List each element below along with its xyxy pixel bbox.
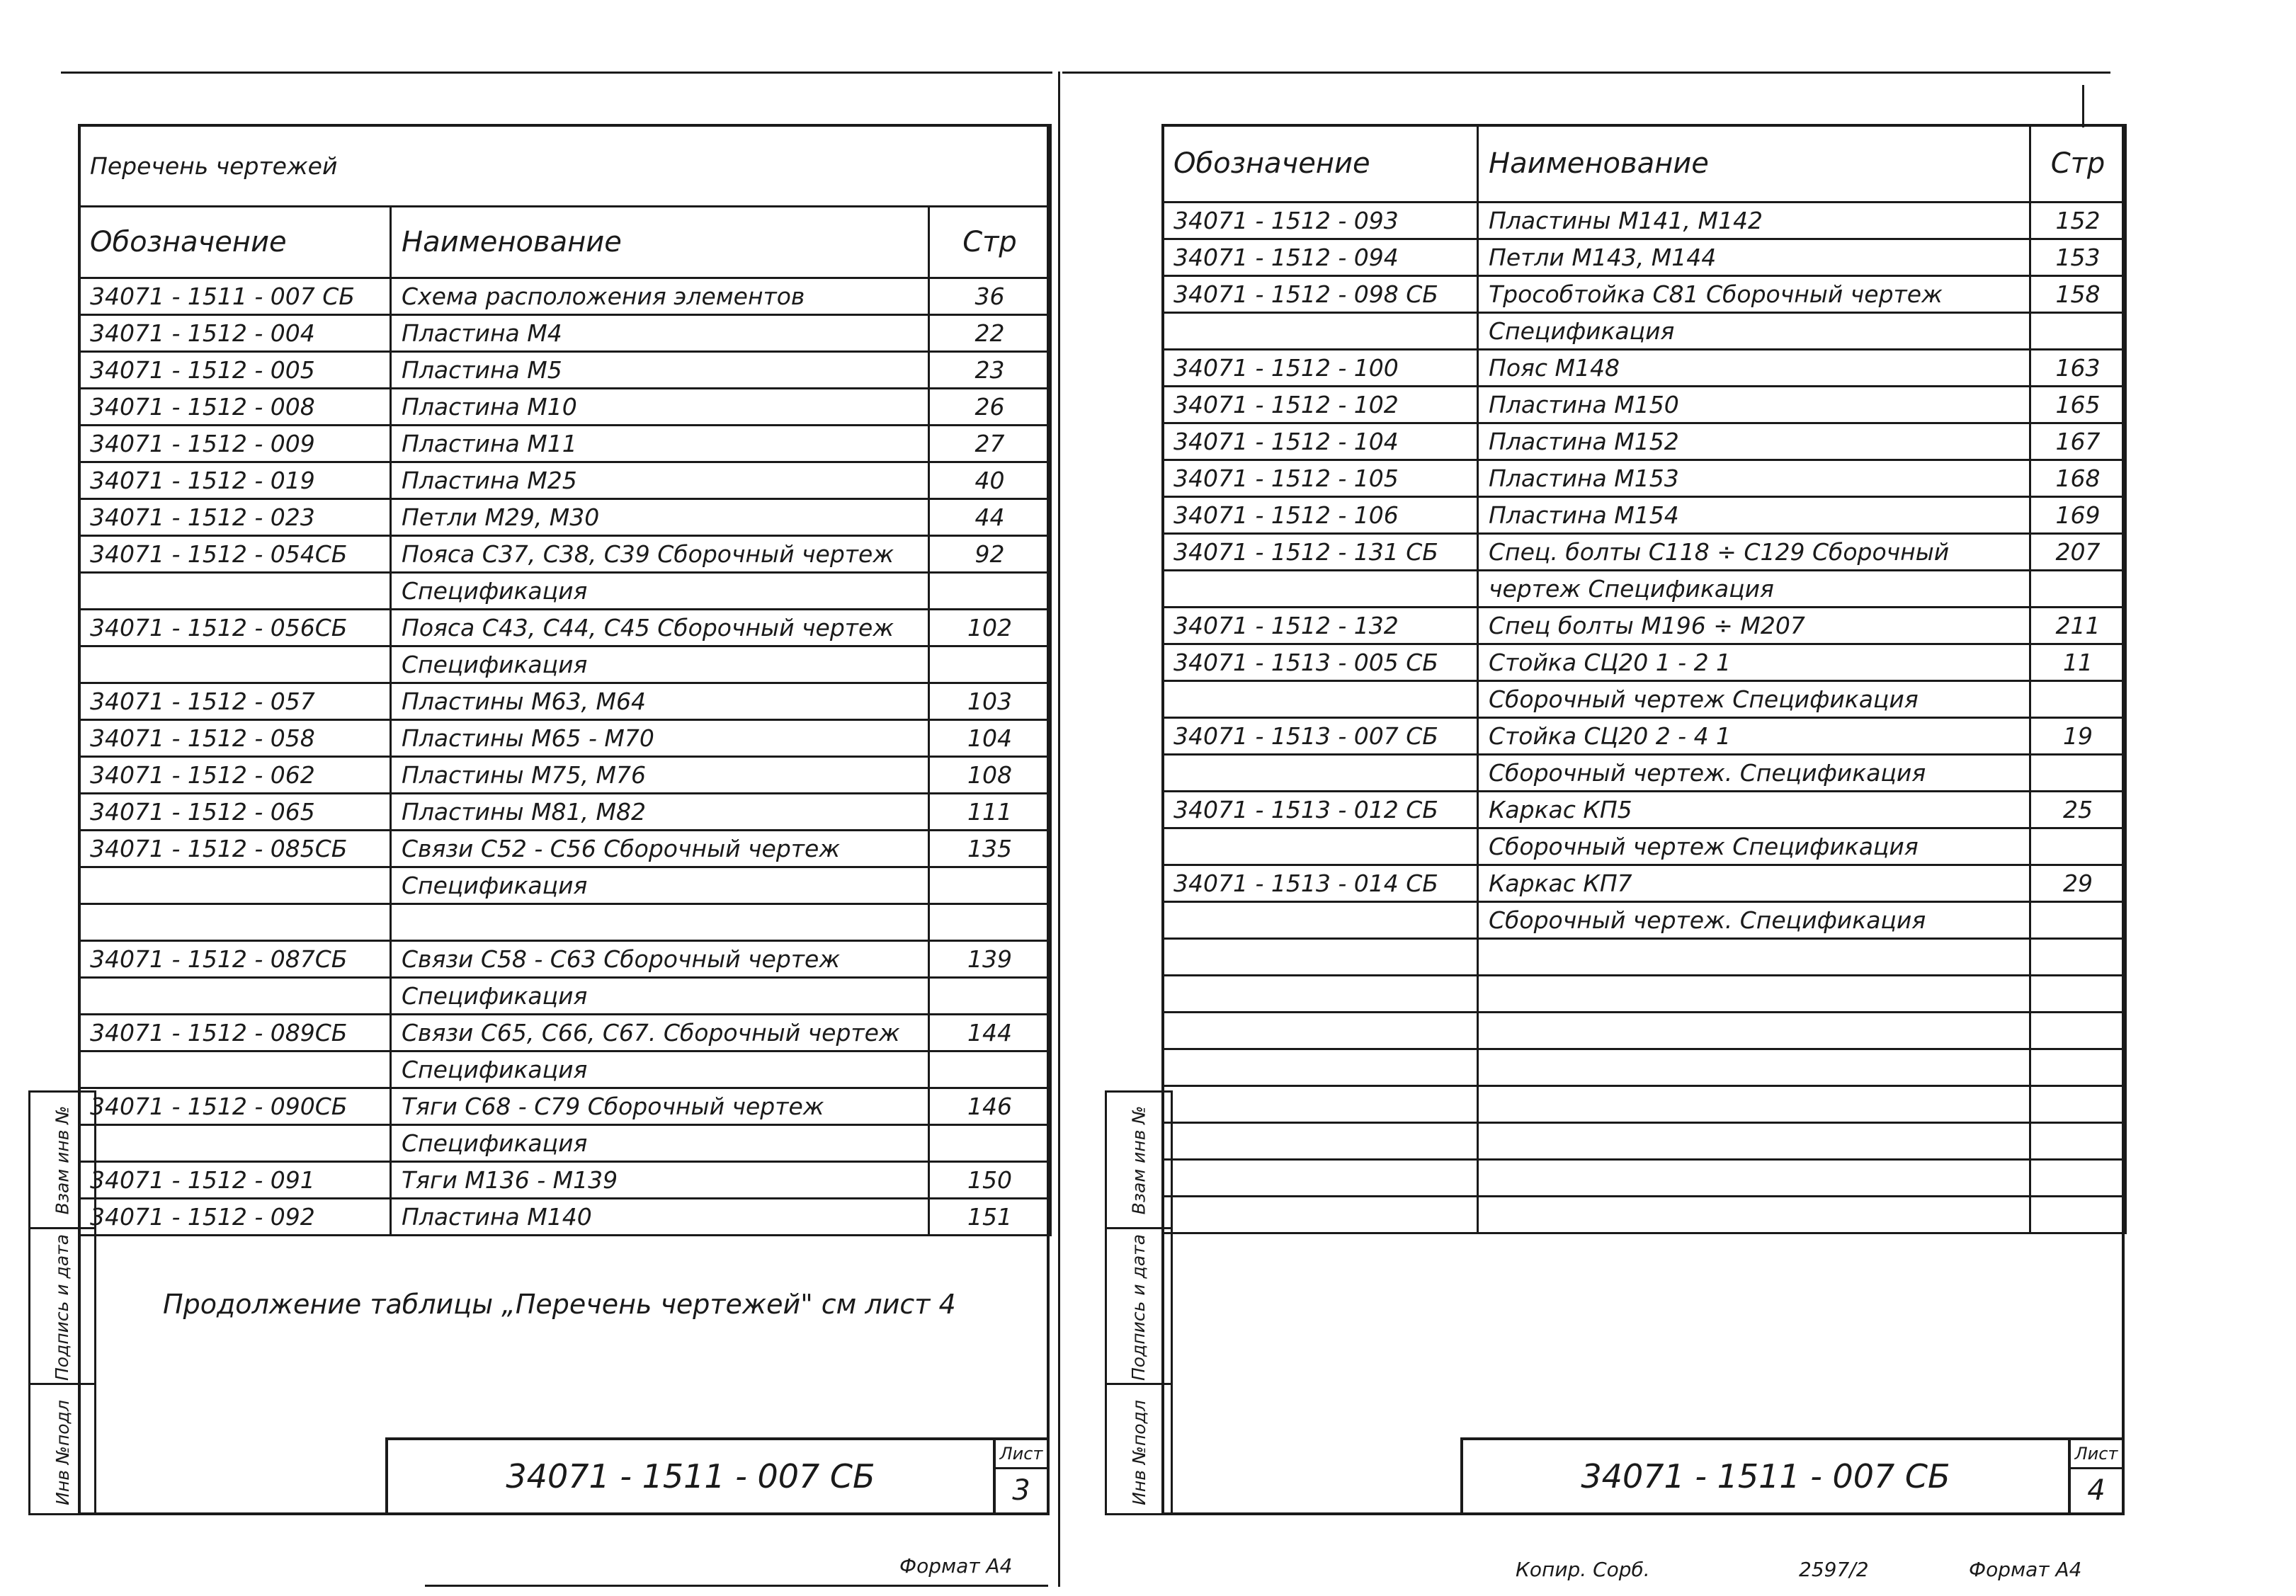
right-cell-name: Пластина М153 xyxy=(1478,460,2030,497)
right-table-row xyxy=(1163,644,2126,681)
right-table-row xyxy=(1163,792,2126,828)
right-side-podpis-data: Подпись и дата xyxy=(1107,1227,1171,1385)
left-cell-page xyxy=(929,904,1051,941)
left-cell-name: Спецификация xyxy=(391,1125,929,1162)
left-cell-designation: 34071 - 1512 - 009 xyxy=(79,426,391,462)
left-cell-designation: 34071 - 1512 - 091 xyxy=(79,1162,391,1199)
right-cell-page xyxy=(2030,681,2126,718)
right-cell-name: Пояс М148 xyxy=(1478,350,2030,387)
right-cell-name: Петли М143, М144 xyxy=(1478,239,2030,276)
right-cell-name: Спец. болты С118 ÷ С129 Сборочный xyxy=(1478,534,2030,571)
left-cell-designation: 34071 - 1512 - 019 xyxy=(79,462,391,499)
right-table-row xyxy=(1163,460,2126,497)
sheet-divider xyxy=(1058,72,1060,1587)
right-drawings-table xyxy=(1161,124,2127,1234)
right-cell-name: Каркас КП5 xyxy=(1478,792,2030,828)
right-cell-designation: 34071 - 1513 - 014 СБ xyxy=(1163,865,1478,902)
left-cell-name: Пластина М4 xyxy=(391,315,929,352)
right-table-body xyxy=(1163,203,2126,1233)
right-cell-designation: 34071 - 1512 - 105 xyxy=(1163,460,1478,497)
right-cell-designation xyxy=(1163,902,1478,939)
right-cell-designation xyxy=(1163,939,1478,976)
right-cell-page: 11 xyxy=(2030,644,2126,681)
right-format-label: Формат А4 xyxy=(1969,1558,2082,1581)
left-sheet-number: 3 xyxy=(1012,1474,1030,1507)
left-side-podpis-data: Подпись и дата xyxy=(30,1227,94,1385)
left-table-row xyxy=(79,536,1051,573)
left-bottom-rule xyxy=(425,1585,1048,1587)
left-cell-page: 104 xyxy=(929,720,1051,757)
right-table-row xyxy=(1163,1049,2126,1086)
left-header-name: Наименование xyxy=(391,207,929,278)
right-cell-designation: 34071 - 1512 - 132 xyxy=(1163,608,1478,644)
right-cell-page xyxy=(2030,1086,2126,1123)
left-cell-designation: 34071 - 1512 - 054СБ xyxy=(79,536,391,573)
left-stamp-code: 34071 - 1511 - 007 СБ xyxy=(506,1457,875,1495)
left-cell-designation: 34071 - 1512 - 056СБ xyxy=(79,610,391,646)
right-cell-designation xyxy=(1163,976,1478,1013)
right-side-vzam-inv: Взам инв № xyxy=(1128,1105,1149,1214)
left-cell-page: 139 xyxy=(929,941,1051,978)
left-cell-page xyxy=(929,646,1051,683)
left-table-row xyxy=(79,1199,1051,1236)
right-cell-designation: 34071 - 1513 - 005 СБ xyxy=(1163,644,1478,681)
right-cell-designation xyxy=(1163,1160,1478,1197)
right-cell-name: Пластина М152 xyxy=(1478,423,2030,460)
left-cell-name: Пояса С43, С44, С45 Сборочный чертеж xyxy=(391,610,929,646)
left-cell-name: Спецификация xyxy=(391,573,929,610)
left-table-row xyxy=(79,941,1051,978)
left-cell-page: 26 xyxy=(929,389,1051,426)
left-table-body xyxy=(79,278,1051,1236)
left-cell-name: Петли М29, М30 xyxy=(391,499,929,536)
right-cell-designation: 34071 - 1512 - 093 xyxy=(1163,203,1478,239)
left-table-row xyxy=(79,1051,1051,1088)
right-cell-name xyxy=(1478,976,2030,1013)
left-cell-page xyxy=(929,978,1051,1015)
right-cell-page: 207 xyxy=(2030,534,2126,571)
right-cell-name: Пластина М154 xyxy=(1478,497,2030,534)
right-header-designation: Обозначение xyxy=(1163,125,1478,203)
right-table-row xyxy=(1163,1123,2126,1160)
left-cell-page: 44 xyxy=(929,499,1051,536)
right-table-row xyxy=(1163,902,2126,939)
right-cell-name: Спец болты М196 ÷ М207 xyxy=(1478,608,2030,644)
right-stamp-code: 34071 - 1511 - 007 СБ xyxy=(1581,1457,1950,1495)
right-cell-page xyxy=(2030,313,2126,350)
left-cell-designation: 34071 - 1512 - 092 xyxy=(79,1199,391,1236)
right-cell-designation: 34071 - 1512 - 100 xyxy=(1163,350,1478,387)
left-cell-page: 102 xyxy=(929,610,1051,646)
right-cell-name: Трособтойка С81 Сборочный чертеж xyxy=(1478,276,2030,313)
left-cell-name: Пластина М25 xyxy=(391,462,929,499)
left-cell-name: Пластина М5 xyxy=(391,352,929,389)
left-cell-name: Тяги С68 - С79 Сборочный чертеж xyxy=(391,1088,929,1125)
left-cell-name: Пояса С37, С38, С39 Сборочный чертеж xyxy=(391,536,929,573)
right-cell-designation: 34071 - 1512 - 131 СБ xyxy=(1163,534,1478,571)
left-cell-designation xyxy=(79,904,391,941)
left-cell-designation: 34071 - 1512 - 087СБ xyxy=(79,941,391,978)
left-cell-designation: 34071 - 1512 - 062 xyxy=(79,757,391,794)
left-cell-page: 135 xyxy=(929,831,1051,867)
right-cell-name: Сборочный чертеж Спецификация xyxy=(1478,828,2030,865)
right-table-row xyxy=(1163,350,2126,387)
left-table-row xyxy=(79,831,1051,867)
left-table-title: Перечень чертежей xyxy=(79,125,1051,207)
left-sheet-label: Лист xyxy=(996,1440,1047,1469)
right-table-row xyxy=(1163,718,2126,755)
right-cell-designation: 34071 - 1513 - 012 СБ xyxy=(1163,792,1478,828)
right-cell-page xyxy=(2030,755,2126,792)
left-table-row xyxy=(79,315,1051,352)
right-cell-page xyxy=(2030,939,2126,976)
left-cell-designation: 34071 - 1512 - 090СБ xyxy=(79,1088,391,1125)
right-table-row xyxy=(1163,1197,2126,1233)
left-side-vzam-inv: Взам инв № xyxy=(52,1105,73,1214)
left-cell-name: Спецификация xyxy=(391,978,929,1015)
left-table-row xyxy=(79,462,1051,499)
right-cell-name xyxy=(1478,1086,2030,1123)
right-cell-designation: 34071 - 1512 - 102 xyxy=(1163,387,1478,423)
right-cell-name xyxy=(1478,1013,2030,1049)
right-table-row xyxy=(1163,534,2126,571)
right-cell-page xyxy=(2030,1013,2126,1049)
left-table-row xyxy=(79,278,1051,315)
right-cell-name xyxy=(1478,1123,2030,1160)
left-cell-designation xyxy=(79,573,391,610)
right-cell-page: 153 xyxy=(2030,239,2126,276)
right-sheet-label: Лист xyxy=(2071,1440,2122,1469)
right-table-row xyxy=(1163,755,2126,792)
left-cell-name: Пластина М10 xyxy=(391,389,929,426)
left-cell-name: Пластины М65 - М70 xyxy=(391,720,929,757)
right-cell-name: Стойка СЦ20 1 - 2 1 xyxy=(1478,644,2030,681)
left-cell-name: Пластина М11 xyxy=(391,426,929,462)
left-cell-page: 111 xyxy=(929,794,1051,831)
left-cell-name: Тяги М136 - М139 xyxy=(391,1162,929,1199)
right-header-name: Наименование xyxy=(1478,125,2030,203)
left-cell-name: Схема расположения элементов xyxy=(391,278,929,315)
right-table-row xyxy=(1163,239,2126,276)
right-archive-number: 2597/2 xyxy=(1799,1558,1869,1581)
left-table-row xyxy=(79,720,1051,757)
right-cell-designation xyxy=(1163,1197,1478,1233)
right-cell-page: 168 xyxy=(2030,460,2126,497)
right-table-row xyxy=(1163,681,2126,718)
right-cell-designation xyxy=(1163,681,1478,718)
right-cell-name: Сборочный чертеж Спецификация xyxy=(1478,681,2030,718)
right-cell-page: 19 xyxy=(2030,718,2126,755)
left-cell-designation: 34071 - 1512 - 085СБ xyxy=(79,831,391,867)
right-cell-name: чертеж Спецификация xyxy=(1478,571,2030,608)
left-cell-designation: 34071 - 1512 - 023 xyxy=(79,499,391,536)
right-cell-name: Сборочный чертеж. Спецификация xyxy=(1478,902,2030,939)
left-cell-name: Пластины М75, М76 xyxy=(391,757,929,794)
left-cell-name: Пластины М63, М64 xyxy=(391,683,929,720)
left-cell-page: 36 xyxy=(929,278,1051,315)
right-table-row xyxy=(1163,865,2126,902)
left-cell-designation xyxy=(79,867,391,904)
right-cell-page xyxy=(2030,976,2126,1013)
right-cell-designation xyxy=(1163,571,1478,608)
right-cell-name: Стойка СЦ20 2 - 4 1 xyxy=(1478,718,2030,755)
left-table-row xyxy=(79,499,1051,536)
left-table-row xyxy=(79,389,1051,426)
left-cell-designation xyxy=(79,1051,391,1088)
left-table-row xyxy=(79,794,1051,831)
right-cell-name: Спецификация xyxy=(1478,313,2030,350)
left-table-row xyxy=(79,1125,1051,1162)
right-cell-name xyxy=(1478,1197,2030,1233)
left-cell-name xyxy=(391,904,929,941)
right-table-row xyxy=(1163,608,2126,644)
right-sheet-number-box xyxy=(2068,1440,2122,1512)
left-cell-designation: 34071 - 1512 - 004 xyxy=(79,315,391,352)
right-cell-designation xyxy=(1163,755,1478,792)
right-table-row xyxy=(1163,828,2126,865)
right-side-stamp xyxy=(1105,1090,1173,1515)
left-cell-page: 150 xyxy=(929,1162,1051,1199)
right-copied-label: Копир. Сорб. xyxy=(1516,1558,1650,1581)
right-cell-page: 25 xyxy=(2030,792,2126,828)
right-cell-name xyxy=(1478,1049,2030,1086)
right-cell-name: Пластины М141, М142 xyxy=(1478,203,2030,239)
left-cell-name: Спецификация xyxy=(391,867,929,904)
left-cell-page: 144 xyxy=(929,1015,1051,1051)
right-cell-page: 169 xyxy=(2030,497,2126,534)
right-cell-page xyxy=(2030,571,2126,608)
left-cell-page: 92 xyxy=(929,536,1051,573)
right-sheet-number: 4 xyxy=(2087,1474,2105,1507)
left-cell-page: 23 xyxy=(929,352,1051,389)
left-side-stamp xyxy=(28,1090,96,1515)
left-cell-name: Связи С65, С66, С67. Сборочный чертеж xyxy=(391,1015,929,1051)
left-header-designation: Обозначение xyxy=(79,207,391,278)
left-table-row xyxy=(79,426,1051,462)
left-table-row xyxy=(79,1015,1051,1051)
right-title-block xyxy=(1460,1437,2125,1515)
right-table-row xyxy=(1163,276,2126,313)
right-table-row xyxy=(1163,976,2126,1013)
right-cell-page: 29 xyxy=(2030,865,2126,902)
left-table-row xyxy=(79,867,1051,904)
right-table-row xyxy=(1163,571,2126,608)
left-format-label: Формат А4 xyxy=(899,1554,1013,1578)
right-table-row xyxy=(1163,203,2126,239)
left-table-row xyxy=(79,683,1051,720)
left-cell-name: Спецификация xyxy=(391,646,929,683)
right-cell-designation: 34071 - 1512 - 104 xyxy=(1163,423,1478,460)
left-table-row xyxy=(79,757,1051,794)
left-cell-page: 151 xyxy=(929,1199,1051,1236)
right-cell-name: Сборочный чертеж. Спецификация xyxy=(1478,755,2030,792)
right-table-row xyxy=(1163,313,2126,350)
right-table-row xyxy=(1163,497,2126,534)
top-rule xyxy=(61,72,1052,74)
left-cell-name: Связи С52 - С56 Сборочный чертеж xyxy=(391,831,929,867)
left-cell-page: 108 xyxy=(929,757,1051,794)
right-cell-designation: 34071 - 1512 - 106 xyxy=(1163,497,1478,534)
left-sheet-number-box xyxy=(993,1440,1047,1512)
right-table-row xyxy=(1163,423,2126,460)
right-cell-page: 152 xyxy=(2030,203,2126,239)
left-table-row xyxy=(79,904,1051,941)
left-table-row xyxy=(79,646,1051,683)
right-header-page: Стр xyxy=(2030,125,2126,203)
right-table-row xyxy=(1163,939,2126,976)
left-cell-designation: 34071 - 1512 - 089СБ xyxy=(79,1015,391,1051)
right-cell-designation: 34071 - 1512 - 098 СБ xyxy=(1163,276,1478,313)
left-cell-name: Пластина М140 xyxy=(391,1199,929,1236)
right-cell-designation xyxy=(1163,1049,1478,1086)
left-cell-designation: 34071 - 1512 - 058 xyxy=(79,720,391,757)
left-cell-designation xyxy=(79,646,391,683)
left-cell-designation: 34071 - 1512 - 065 xyxy=(79,794,391,831)
right-cell-page xyxy=(2030,1160,2126,1197)
left-drawings-table xyxy=(78,124,1052,1236)
right-cell-designation xyxy=(1163,313,1478,350)
left-cell-page: 27 xyxy=(929,426,1051,462)
right-cell-designation xyxy=(1163,1086,1478,1123)
right-cell-designation: 34071 - 1512 - 094 xyxy=(1163,239,1478,276)
left-table-row xyxy=(79,1088,1051,1125)
left-cell-page: 103 xyxy=(929,683,1051,720)
left-cell-page xyxy=(929,1051,1051,1088)
left-continuation-note: Продолжение таблицы „Перечень чертежей" см лист 4 xyxy=(163,1289,956,1320)
left-header-page: Стр xyxy=(929,207,1051,278)
right-cell-name: Каркас КП7 xyxy=(1478,865,2030,902)
left-side-inv-podl: Инв №подл xyxy=(30,1383,94,1520)
right-cell-designation: 34071 - 1513 - 007 СБ xyxy=(1163,718,1478,755)
left-cell-page: 40 xyxy=(929,462,1051,499)
right-cell-page: 158 xyxy=(2030,276,2126,313)
right-cell-page: 163 xyxy=(2030,350,2126,387)
left-cell-name: Связи С58 - С63 Сборочный чертеж xyxy=(391,941,929,978)
right-cell-page xyxy=(2030,828,2126,865)
right-side-inv-podl: Инв №подл xyxy=(1107,1383,1171,1520)
left-cell-page xyxy=(929,573,1051,610)
right-cell-designation xyxy=(1163,828,1478,865)
left-cell-page: 22 xyxy=(929,315,1051,352)
left-title-block xyxy=(385,1437,1050,1515)
right-cell-page xyxy=(2030,902,2126,939)
left-cell-page xyxy=(929,1125,1051,1162)
right-cell-name xyxy=(1478,1160,2030,1197)
left-table-row xyxy=(79,978,1051,1015)
top-rule-right xyxy=(1062,72,2110,74)
right-table-row xyxy=(1163,1013,2126,1049)
left-cell-designation xyxy=(79,978,391,1015)
right-cell-designation xyxy=(1163,1013,1478,1049)
left-cell-page: 146 xyxy=(929,1088,1051,1125)
right-cell-name xyxy=(1478,939,2030,976)
right-cell-page: 167 xyxy=(2030,423,2126,460)
right-table-row xyxy=(1163,1160,2126,1197)
right-table-row xyxy=(1163,1086,2126,1123)
right-table-row xyxy=(1163,387,2126,423)
left-table-row xyxy=(79,573,1051,610)
right-cell-name: Пластина М150 xyxy=(1478,387,2030,423)
right-cell-designation xyxy=(1163,1123,1478,1160)
left-cell-designation: 34071 - 1512 - 005 xyxy=(79,352,391,389)
left-table-row xyxy=(79,610,1051,646)
left-cell-name: Спецификация xyxy=(391,1051,929,1088)
left-cell-designation xyxy=(79,1125,391,1162)
right-cell-page xyxy=(2030,1123,2126,1160)
left-table-row xyxy=(79,352,1051,389)
right-cell-page xyxy=(2030,1049,2126,1086)
right-cell-page xyxy=(2030,1197,2126,1233)
left-cell-designation: 34071 - 1511 - 007 СБ xyxy=(79,278,391,315)
right-corner-mark xyxy=(2082,85,2084,127)
right-cell-page: 165 xyxy=(2030,387,2126,423)
left-cell-name: Пластины М81, М82 xyxy=(391,794,929,831)
left-cell-designation: 34071 - 1512 - 057 xyxy=(79,683,391,720)
left-cell-designation: 34071 - 1512 - 008 xyxy=(79,389,391,426)
left-cell-page xyxy=(929,867,1051,904)
left-table-row xyxy=(79,1162,1051,1199)
right-cell-page: 211 xyxy=(2030,608,2126,644)
